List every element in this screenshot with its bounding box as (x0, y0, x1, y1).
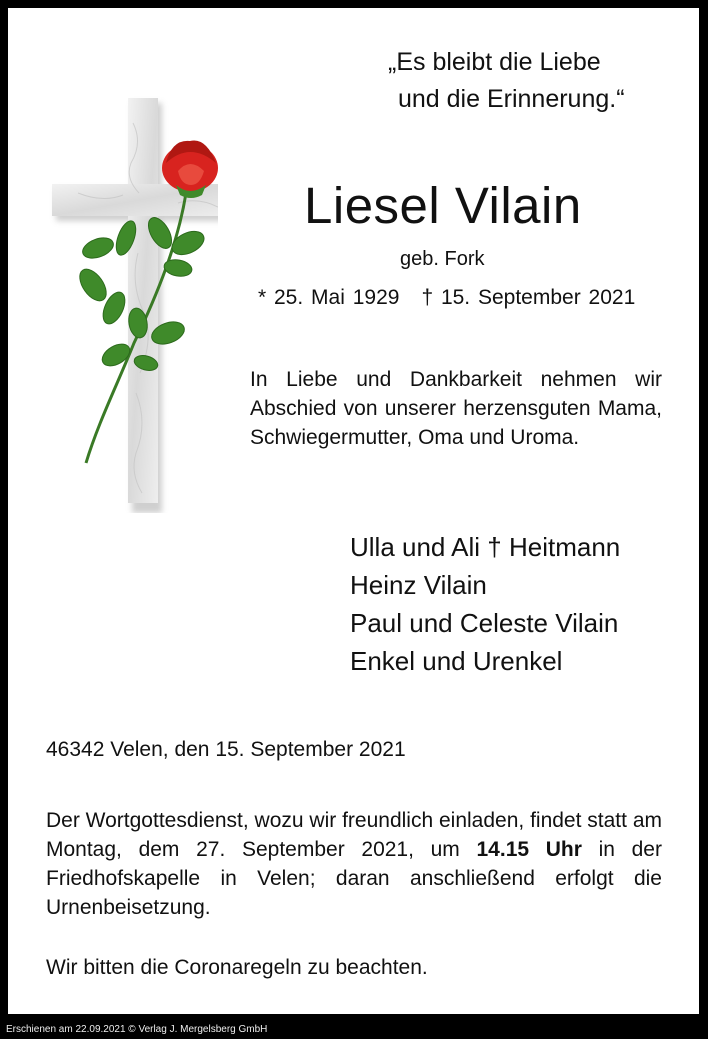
mourner: Paul und Celeste Vilain (350, 608, 619, 638)
publication-footer: Erschienen am 22.09.2021 © Verlag J. Mergelsberg GmbH (6, 1024, 268, 1035)
mourners-list (350, 528, 620, 680)
service-info (46, 806, 662, 922)
farewell-text: In Liebe und Dankbarkeit nehmen wir Abschied von unserer herzensguten Mama, Schwiegermutter, Oma und Uroma. (250, 368, 662, 449)
mourner: Enkel und Urenkel (350, 646, 563, 676)
death-date: † 15. September 2021 (421, 286, 636, 309)
mourner: Heinz Vilain (350, 570, 487, 600)
quote-line-2: und die Erinnerung.“ (398, 85, 625, 113)
mourner: Ulla und Ali † Heitmann (350, 532, 621, 562)
birth-date: * 25. Mai 1929 (258, 286, 400, 309)
service-time: 14.15 Uhr (476, 838, 582, 861)
deceased-name: Liesel Vilain (304, 177, 582, 234)
quote (388, 44, 625, 118)
service-text-after: in der Friedhofskapelle in Velen; daran anschließend erfolgt die Urnenbeisetzung. (46, 838, 662, 919)
corona-note: Wir bitten die Coronaregeln zu beachten. (46, 956, 428, 979)
service-text-before: Der Wortgottesdienst, wozu wir freundlich einladen, findet statt am Montag, dem 27. September 2021, um (46, 809, 662, 861)
life-dates (258, 286, 635, 310)
obituary-card (8, 8, 699, 1014)
quote-line-1: „Es bleibt die Liebe (388, 48, 601, 76)
cross-with-rose-image (38, 93, 218, 513)
maiden-name: geb. Fork (400, 248, 485, 270)
place-and-date: 46342 Velen, den 15. September 2021 (46, 738, 406, 761)
